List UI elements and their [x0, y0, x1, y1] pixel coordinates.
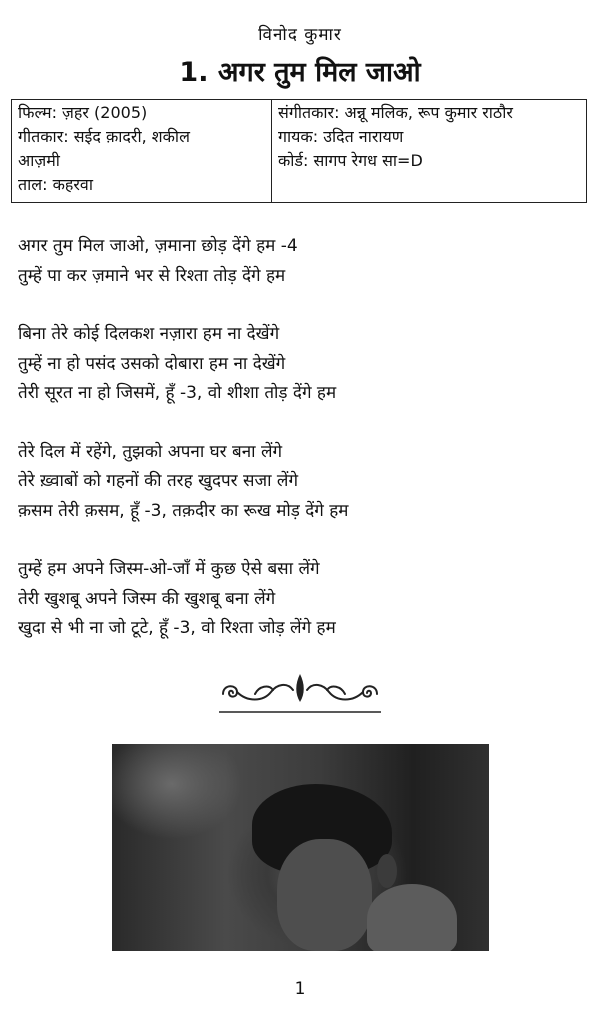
- lyric-line: तुम्हें पा कर ज़माने भर से रिश्ता तोड़ देंगे हम: [18, 265, 286, 286]
- lyrics-stanza: [18, 438, 588, 527]
- lyric-line: तेरे दिल में रहेंगे, तुझको अपना घर बना लेंगे: [18, 441, 283, 462]
- lyric-line: तेरी सूरत ना हो जिसमें, हूँ -3, वो शीशा तोड़ देंगे हम: [18, 383, 337, 403]
- lyric-line: खुदा से भी ना जो टूटे, हूँ -3, वो रिश्ता जोड़ लेंगे हम: [18, 618, 336, 638]
- lyric-line: तुम्हें ना हो पसंद उसको दोबारा हम ना देखेंगे: [18, 353, 286, 374]
- page-number: 1: [294, 979, 306, 999]
- film-info: फिल्म: ज़हर (2005): [18, 103, 148, 122]
- grayscale-film-still-photo: [112, 744, 489, 951]
- chord-info: कोर्ड: सागप रेगध सा=D: [278, 151, 423, 170]
- lyric-line: तुम्हें हम अपने जिस्म-ओ-जाँ में कुछ ऐसे बसा लेंगे: [18, 559, 320, 579]
- lyric-line: क़सम तेरी क़सम, हूँ -3, तक़दीर का रूख मोड़ देंगे हम: [18, 500, 349, 521]
- scroll-flourish-icon: [215, 668, 385, 716]
- taal-info: ताल: कहरवा: [18, 175, 93, 194]
- info-right-column: [272, 100, 586, 202]
- lyrics-stanza: [18, 232, 588, 291]
- photo-face-shape: [277, 839, 372, 951]
- lyricist-info-continued: आज़मी: [18, 151, 60, 170]
- singer-info: गायक: उदित नारायण: [278, 127, 404, 146]
- song-info-table: [11, 99, 587, 203]
- lyrics-body: [18, 232, 588, 673]
- photo-hand-shape: [367, 884, 457, 951]
- song-title: 1. अगर तुम मिल जाओ: [179, 57, 421, 88]
- composer-info: संगीतकार: अन्नू मलिक, रूप कुमार राठौर: [278, 103, 513, 122]
- lyric-line: तेरी खुशबू अपने जिस्म की खुशबू बना लेंगे: [18, 588, 276, 609]
- lyricist-info: गीतकार: सईद क़ादरी, शकील: [18, 127, 190, 146]
- lyrics-stanza: [18, 320, 588, 409]
- info-left-column: [12, 100, 272, 202]
- photo-ear-shape: [377, 854, 397, 888]
- lyric-line: तेरे ख़्वाबों को गहनों की तरह खुदपर सजा लेंगे: [18, 471, 299, 491]
- author-name: विनोद कुमार: [258, 25, 342, 45]
- lyric-line: अगर तुम मिल जाओ, ज़माना छोड़ देंगे हम -4: [18, 236, 298, 256]
- lyrics-stanza: [18, 555, 588, 644]
- lyric-line: बिना तेरे कोई दिलकश नज़ारा हम ना देखेंगे: [18, 324, 280, 344]
